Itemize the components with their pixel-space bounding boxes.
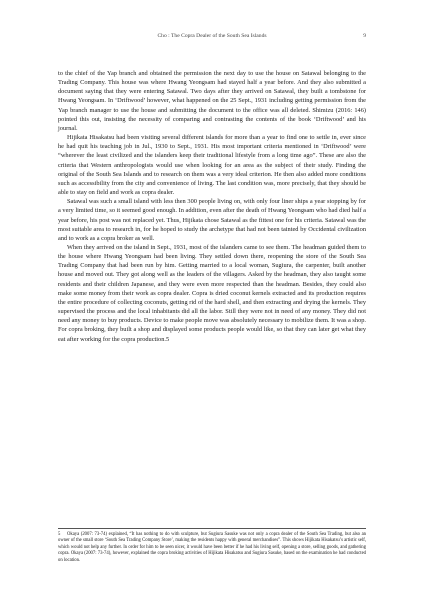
footnotes	[58, 528, 366, 564]
paragraph: When they arrived on the island in Sept., 1931, most of the islanders came to see them. The headman guided them to the house where Hwang Yeongsam had been living. They settled down there, reopening the store of the South Sea Trading Company that had been run by him. Getting married to a local woman, Sugiura, the carpenter, built another house and moved out. They got along well as the leaders of the villagers. Asked by the headman, they also taught some residents and their children Japanese, and they were even more respected than the headman. Besides, they could also make some money from their work as copra dealer. Copra is dried coconut kernels extracted and its production requires the entire procedure of collecting coconuts, getting rid of the hard shell, and then extracting and drying the kernels. They supervised the process and the local inhabitants did all the labor. Still they were not in need of any money. They did not need any money to buy products. Device to make people move was absolutely necessary to mobilize them. It was a shop. For copra broking, they built a shop and displayed some products people would like, so that they can later get what they eat after working for the copra production.5	[58, 243, 366, 343]
paragraph: to the chief of the Yap branch and obtained the permission the next day to use the house on Satawal belonging to the Trading Company. This house was where Hwang Yeongsam had stayed half a year before. And they also submitted a document saying that they were entering Satawal. Two days after they arrived on Satawal, they built a tombstone for Hwang Yeongsam. In ‘Driftwood’ however, what happened on the 25 Sept., 1931 including getting permission from the Yap branch manager to use the house and submitting the document to the office was all deleted. Shimizu (2016: 146) pointed this out, insisting the necessity of comparing and contrasting the contents of the book ‘Driftwood’ and his journal.	[58, 70, 366, 132]
running-title: Cho : The Copra Dealer of the South Sea Islands	[157, 33, 267, 39]
footnote-text: Okaya (2007: 73-74) explained, “It has nothing to do with sculpture, but Sugiura Sasuke was not only a copra dealer of the South Sea Trading, but also an owner of the small store ‘South Sea Trading Company Store’, making the residents happy with general merchandises”. This shows Hijikata Hisakatsu’s artistic self, which would not help any further. In order for him to be seen nicer, it would have been better if he had his living self, opening a store, selling goods, and gathering copra. Okaya (2007: 73-74), however, explained the copra broking activities of Hijikata Hisakatsu and Sugiura Sasuke, based on the examination he had conducted on location.	[58, 532, 366, 563]
body-text	[58, 69, 366, 344]
footnote	[58, 532, 366, 564]
running-header	[58, 33, 366, 43]
paragraph: Hijikata Hisakatsu had been visiting several different islands for more than a year to find one to settle in, ever since he had quit his teaching job in Jul., 1930 to Sept., 1931. His most important criteria mentioned in ‘Driftwood’ were “wherever the least civilized and the islanders keep their traditional lifestyle from a long time ago”. These are also the criteria that Western anthropologists would use when looking for an area as the subject of their study. Finding the original of the South Sea Islands and to research on them was a very ideal criterion. He then also added more conditions such as accessibility from the city and convenience of living. The last condition was, more precisely, that they should be able to stay on field and work as copra dealer.	[58, 134, 366, 197]
footnote-number: 5	[58, 532, 61, 537]
page-number: 9	[363, 33, 366, 39]
paragraph: Satawal was such a small island with less then 300 people living on, with only four liner ships a year stopping by for a very limited time, so it seemed good enough. In addition, even after the death of Hwang Yeongsam who had died half a year before, his post was not replaced yet. Thus, Hijikata chose Satawal as the fittest one for his criteria. Satawal was the most suitable area to research in, for he hoped to study the archetype that had not been tainted by Occidental civilization and to work as a copra broker as well.	[58, 198, 366, 242]
